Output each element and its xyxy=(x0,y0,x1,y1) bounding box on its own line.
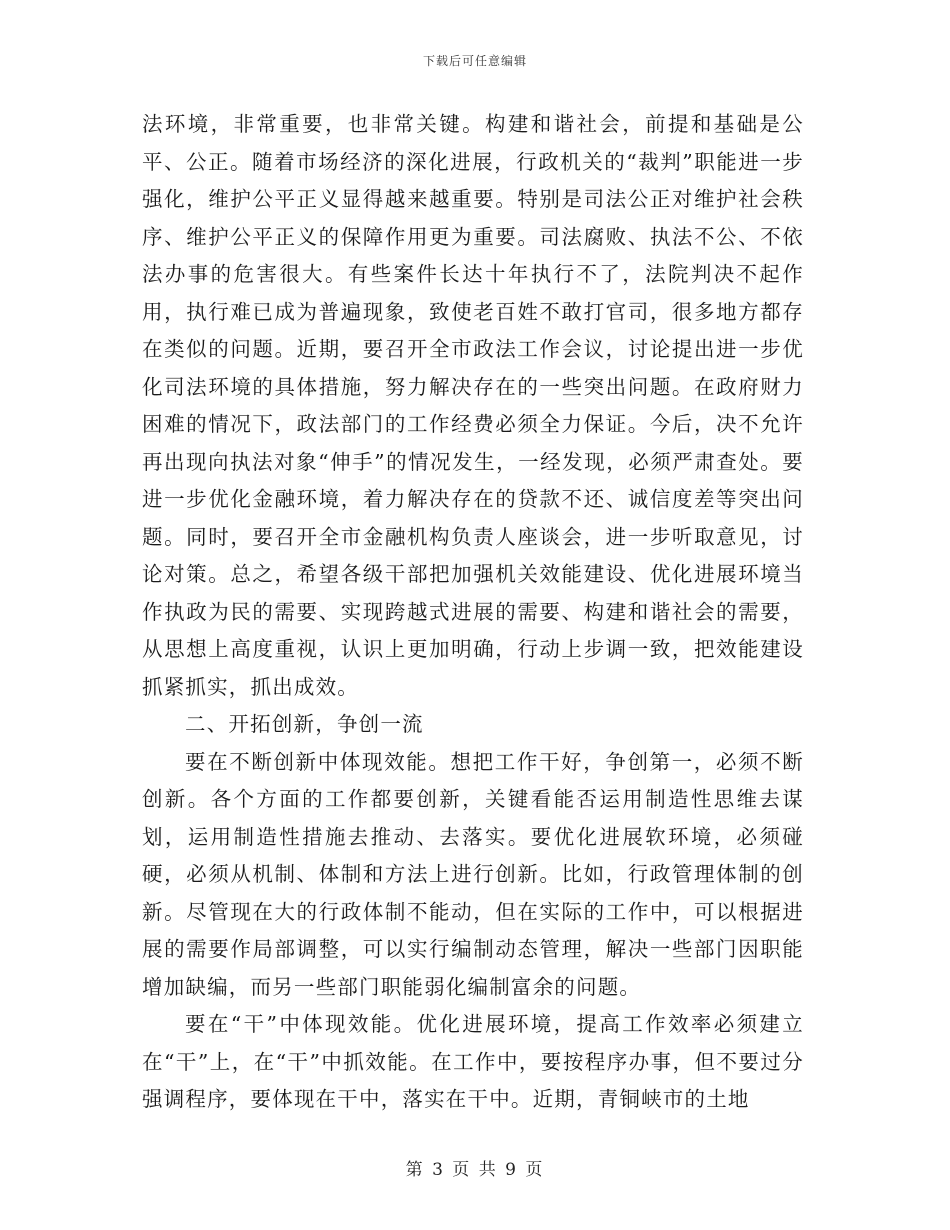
paragraph-action: 要在“干”中体现效能。优化进展环境，提高工作效率必须建立在“干”上，在“干”中抓效能。在工作中，要按程序办事，但不要过分强调程序，要体现在干中，落实在干中。近期，青铜峡市的土地 xyxy=(142,1012,804,1111)
document-body xyxy=(142,106,804,1119)
page-number: 第 3 页 共 9 页 xyxy=(405,1160,545,1180)
section-heading: 二、开拓创新，争创一流 xyxy=(185,712,424,736)
page-header-note: 下载后可任意编辑 xyxy=(422,54,527,68)
paragraph-innovation: 要在不断创新中体现效能。想把工作干好，争创第一，必须不断创新。各个方面的工作都要创新，关键看能否运用制造性思维去谋划，运用制造性措施去推动、去落实。要优化进展软环境，必须碰硬，必须从机制、体制和方法上进行创新。比如，行政管理体制的创新。尽管现在大的行政体制不能动，但在实际的工作中，可以根据进展的需要作局部调整，可以实行编制动态管理，解决一些部门因职能增加缺编，而另一些部门职能弱化编制富余的问题。 xyxy=(142,749,804,999)
paragraph-continued: 法环境，非常重要，也非常关键。构建和谐社会，前提和基础是公平、公正。随着市场经济的深化进展，行政机关的“裁判”职能进一步强化，维护公平正义显得越来越重要。特别是司法公正对维护社会秩序、维护公平正义的保障作用更为重要。司法腐败、执法不公、不依法办事的危害很大。有些案件长达十年执行不了，法院判决不起作用，执行难已成为普遍现象，致使老百姓不敢打官司，很多地方都存在类似的问题。近期，要召开全市政法工作会议，讨论提出进一步优化司法环境的具体措施，努力解决存在的一些突出问题。在政府财力困难的情况下，政法部门的工作经费必须全力保证。今后，决不允许再出现向执法对象“伸手”的情况发生，一经发现，必须严肃查处。要进一步优化金融环境，着力解决存在的贷款不还、诚信度差等突出问题。同时，要召开全市金融机构负责人座谈会，进一步听取意见，讨论对策。总之，希望各级干部把加强机关效能建设、优化进展环境当作执政为民的需要、实现跨越式进展的需要、构建和谐社会的需要，从思想上高度重视，认识上更加明确，行动上步调一致，把效能建设抓紧抓实，抓出成效。 xyxy=(142,112,804,699)
